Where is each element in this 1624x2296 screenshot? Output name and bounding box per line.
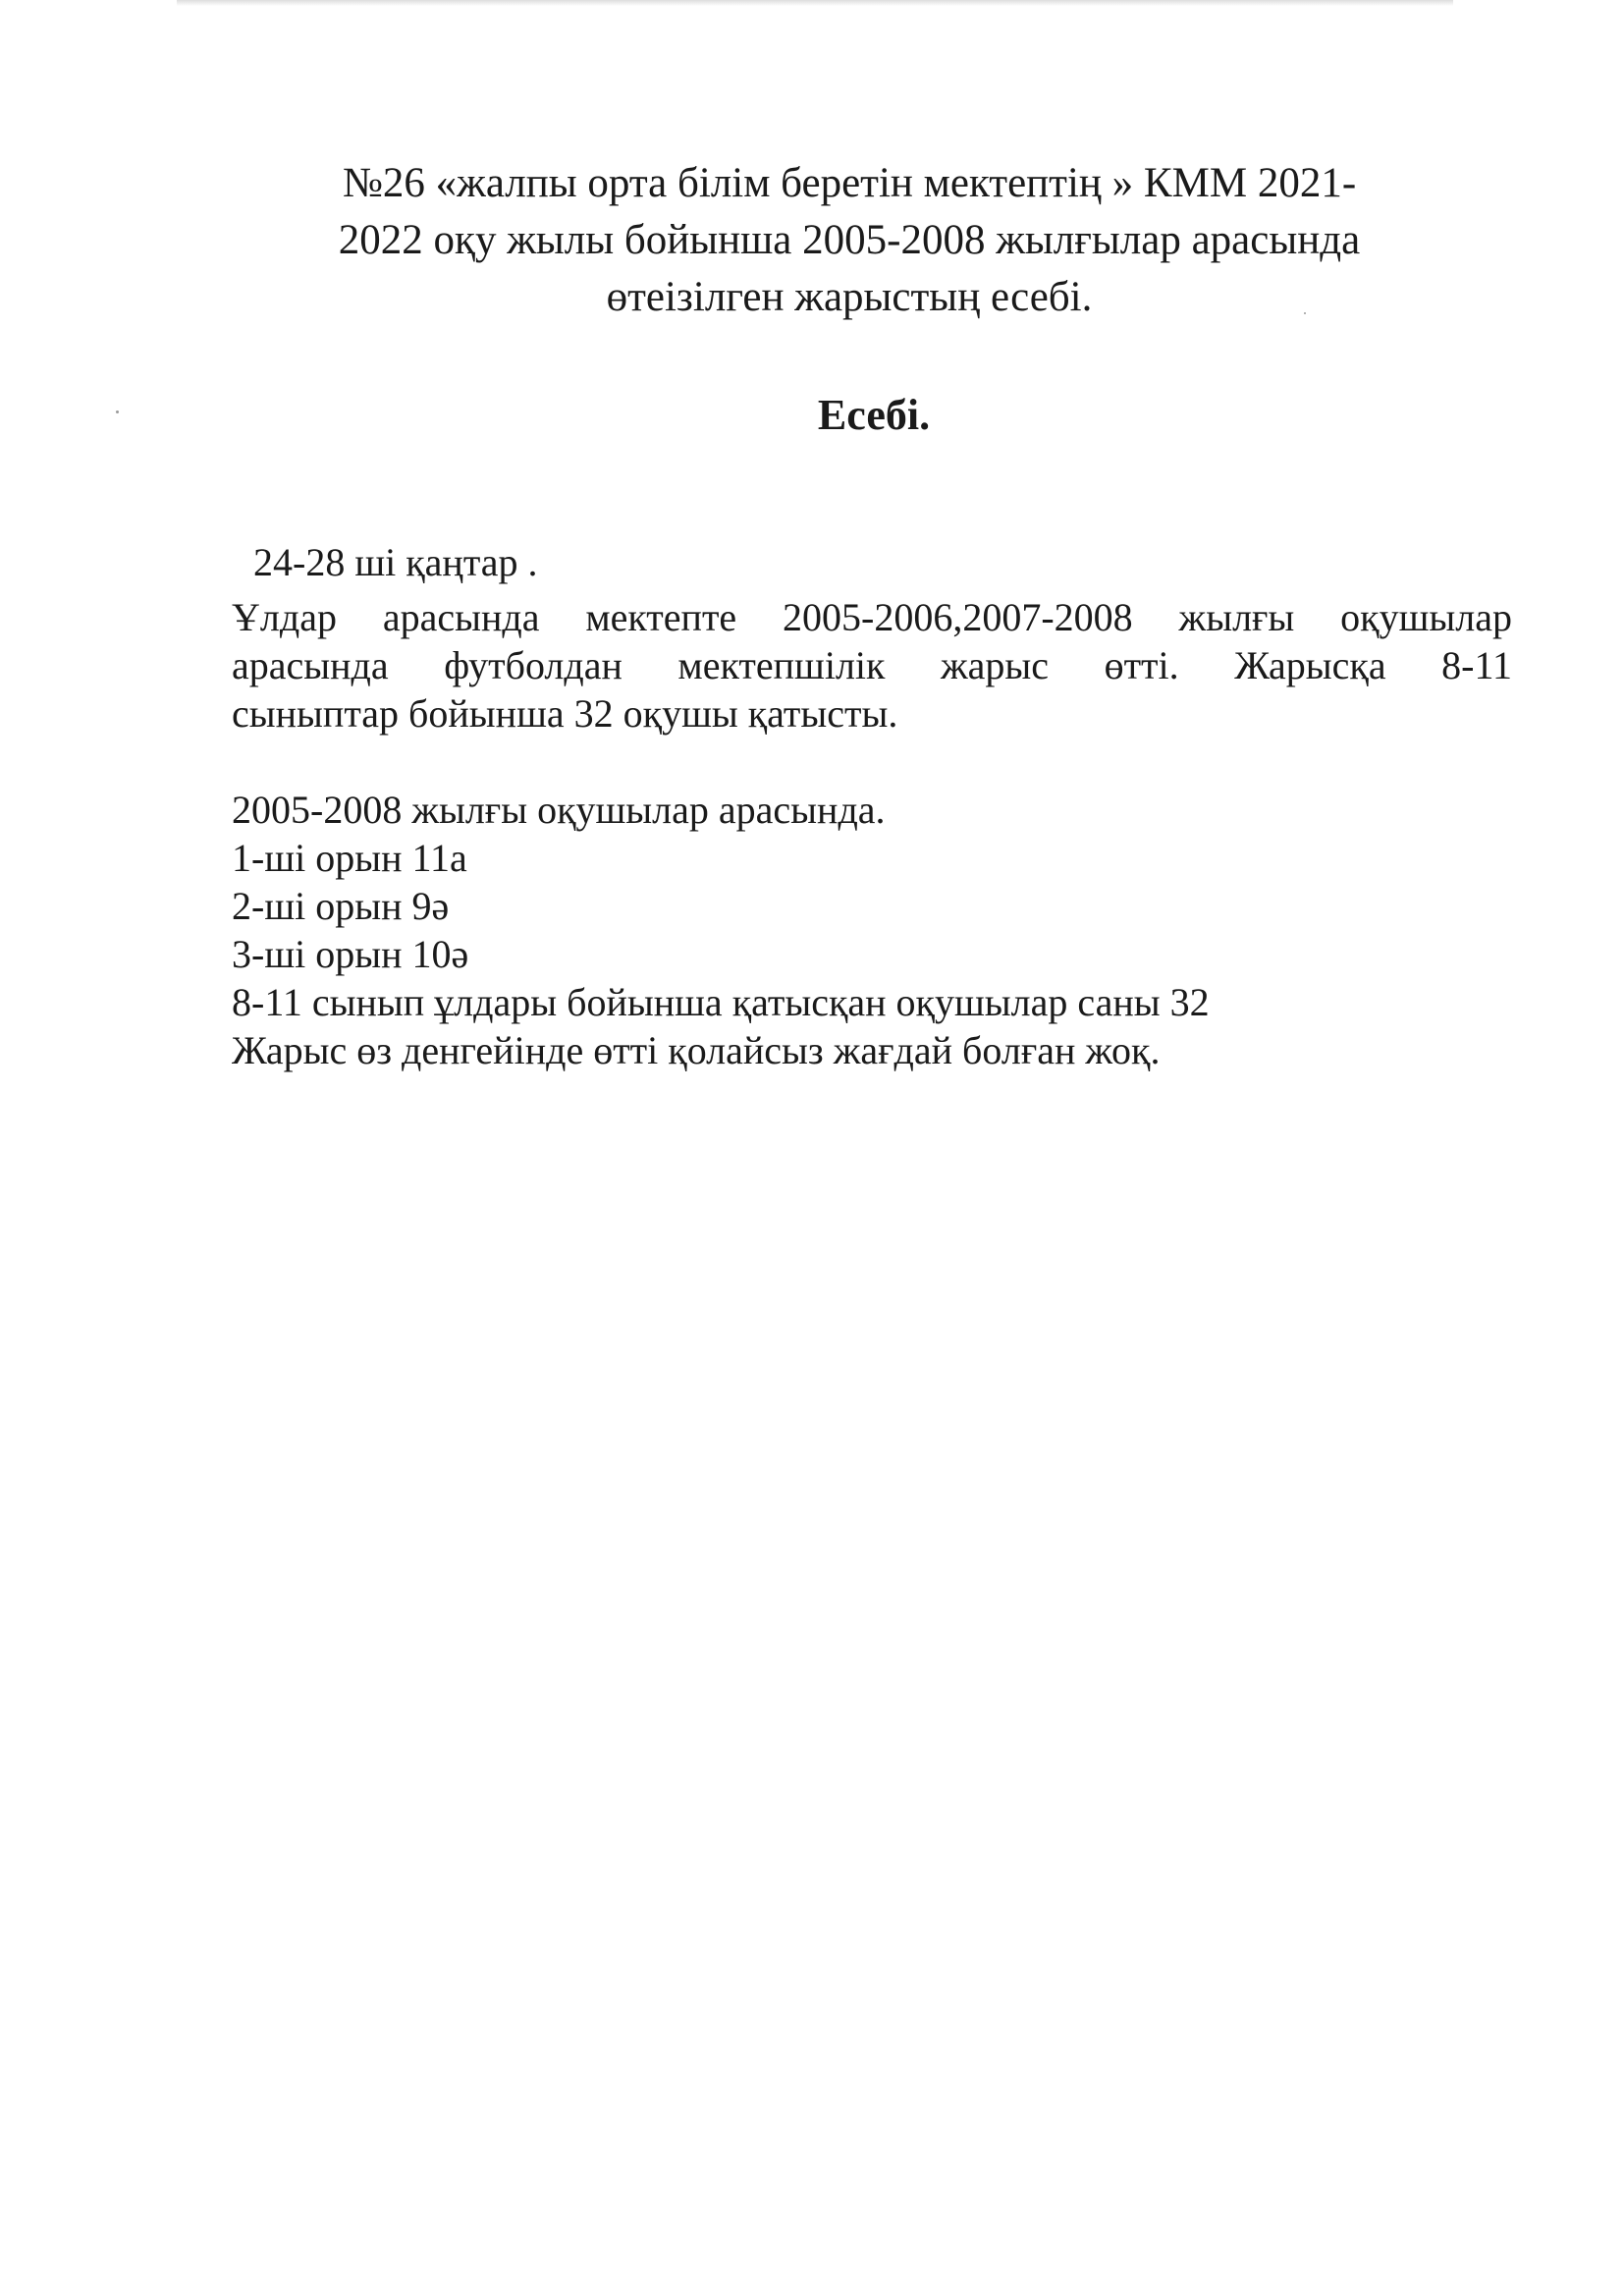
title-line-2: 2022 оқу жылы бойынша 2005-2008 жылғылар арасында <box>338 217 1361 263</box>
document-title <box>236 155 1463 326</box>
conclusion: Жарыс өз денгейінде өтті қолайсыз жағдай болған жоқ. <box>232 1028 1161 1072</box>
title-line-1: №26 «жалпы орта білім беретін мектептің » КММ 2021- <box>342 160 1357 206</box>
description-line-3: сыныптар бойынша 32 оқушы қатысты. <box>232 691 898 736</box>
description-line-2: арасында футболдан мектепшілік жарыс өтті. Жарысқа 8-11 <box>232 643 1512 687</box>
event-description <box>232 593 1512 738</box>
results-header: 2005-2008 жылғы оқушылар арасында. <box>232 788 886 832</box>
title-line-3: өтеізілген жарыстың есебі. <box>606 274 1093 320</box>
third-place: 3-ші орын 10ә <box>232 932 469 976</box>
participants-count: 8-11 сынып ұлдары бойынша қатысқан оқушылар саны 32 <box>232 980 1210 1024</box>
report-heading: Есебі. <box>817 391 931 439</box>
results-list <box>232 786 1508 1074</box>
description-line-1: Ұлдар арасында мектепте 2005-2006,2007-2008 жылғы оқушылар <box>232 595 1512 639</box>
first-place: 1-ші орын 11а <box>232 836 467 880</box>
scan-edge-shadow <box>177 0 1453 6</box>
second-place: 2-ші орын 9ә <box>232 884 450 928</box>
event-date: 24-28 ші қаңтар . <box>253 540 538 584</box>
